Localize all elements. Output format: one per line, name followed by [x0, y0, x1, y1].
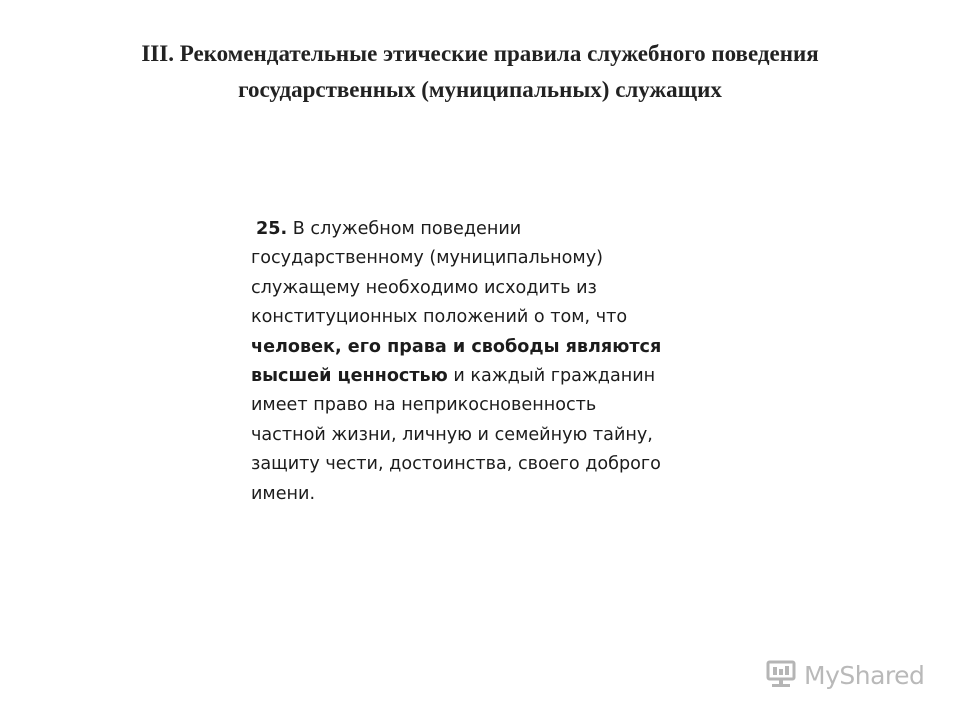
- paragraph-text: В служебном поведении: [292, 219, 522, 239]
- slide-title: [40, 36, 920, 108]
- paragraph-line: защиту чести, достоинства, своего доброго: [251, 454, 661, 475]
- paragraph-line: конституционных положений о том, что: [251, 307, 628, 328]
- bold-phrase: человек, его права и свободы являются: [251, 336, 662, 357]
- title-line-1: III. Рекомендательные этические правила служебного поведения: [141, 41, 819, 66]
- paragraph-line: имеет право на неприкосновенность: [251, 395, 597, 416]
- paragraph-25: [251, 215, 721, 509]
- title-line-2: государственных (муниципальных) служащих: [238, 77, 722, 102]
- paragraph-line: [251, 362, 721, 391]
- paragraph-number: 25.: [256, 219, 288, 239]
- paragraph-line: государственному (муниципальному): [251, 248, 603, 269]
- paragraph-line: имени.: [251, 483, 316, 504]
- paragraph-text: и каждый гражданин: [453, 366, 656, 387]
- paragraph-line: частной жизни, личную и семейную тайну,: [251, 424, 653, 445]
- myshared-watermark[interactable]: [766, 655, 924, 695]
- bold-phrase: высшей ценностью: [251, 366, 448, 387]
- paragraph-line-bold: [251, 333, 721, 362]
- watermark-text: MyShared: [804, 660, 925, 690]
- paragraph-line: [251, 215, 721, 244]
- presentation-board-icon: [766, 659, 798, 691]
- paragraph-line: служащему необходимо исходить из: [251, 277, 597, 298]
